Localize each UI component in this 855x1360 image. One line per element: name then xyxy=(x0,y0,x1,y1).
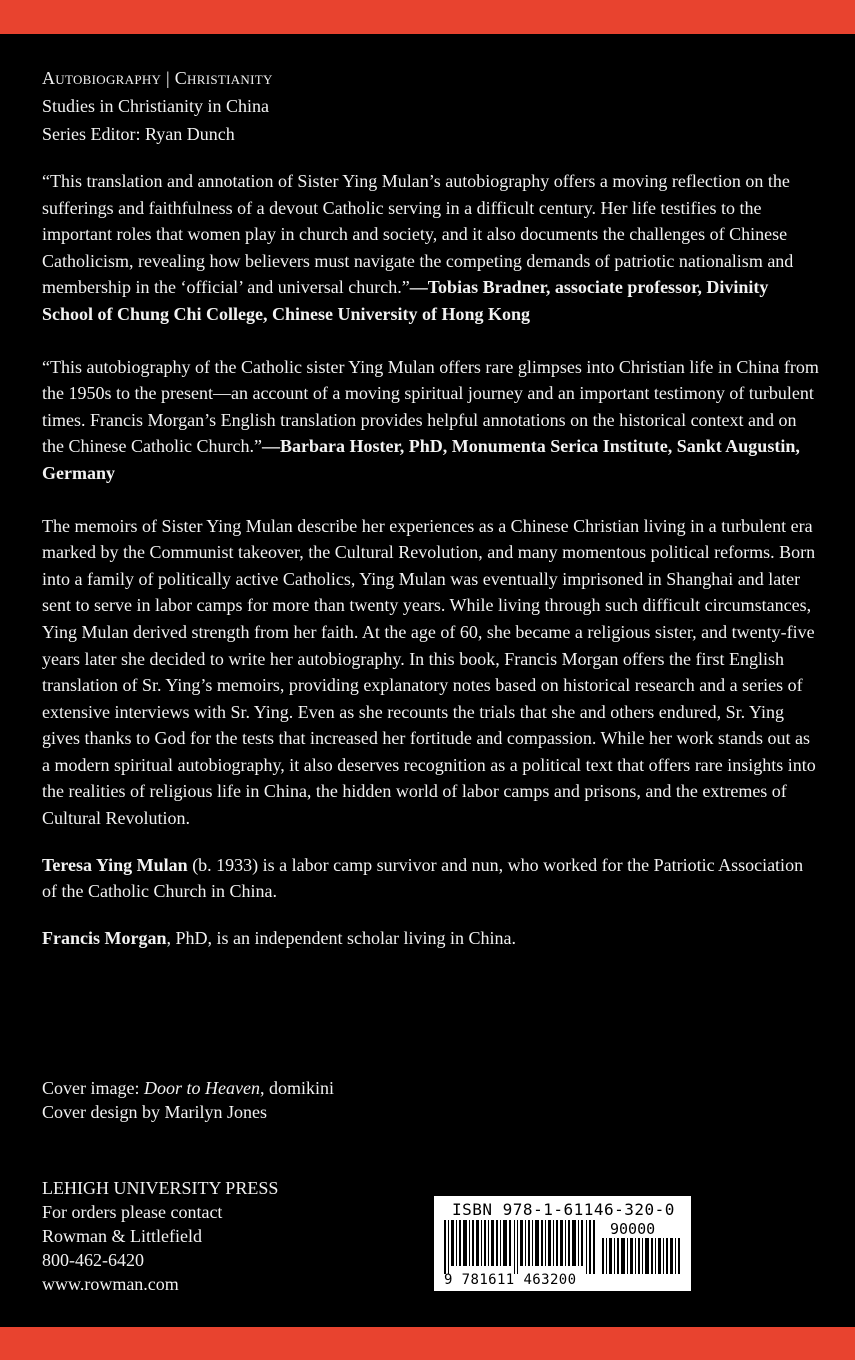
series-title: Studies in Christianity in China xyxy=(42,96,270,116)
author-bio xyxy=(42,852,822,905)
cover-image-credit: Cover image: Door to Heaven, domikini xyxy=(42,1078,334,1098)
isbn-barcode xyxy=(434,1196,691,1291)
author-name: Teresa Ying Mulan xyxy=(42,854,188,875)
cover-credits xyxy=(42,1076,334,1124)
blurb-2-quote: “This autobiography of the Catholic sister Ying Mulan offers rare glimpses into Christian life in China from the 1950s to the present—an account of a moving spiritual journey and an important testimony of turbulent times. Francis Morgan’s English translation provides helpful annotations on the historical context and on the Chinese Catholic Church.” xyxy=(42,356,819,457)
back-cover-text xyxy=(42,64,822,951)
blurb-2 xyxy=(42,354,822,487)
blurb-1 xyxy=(42,168,822,328)
blurb-2-attribution: —Barbara Hoster, PhD, Monumenta Serica Institute, Sankt Augustin, Germany xyxy=(42,436,800,483)
cover-design-credit: Cover design by Marilyn Jones xyxy=(42,1102,267,1122)
series-editor: Series Editor: Ryan Dunch xyxy=(42,124,235,144)
author-bio-text: (b. 1933) is a labor camp survivor and nun, who worked for the Patriotic Association of the Catholic Church in China. xyxy=(42,854,804,902)
phone-number: 800-462-6420 xyxy=(42,1250,144,1270)
book-description: The memoirs of Sister Ying Mulan describe her experiences as a Chinese Christian living in a turbulent era marked by the Communist takeover, the Cultural Revolution, and many momentous political reforms. Born into a family of politically active Catholics, Ying Mulan was eventually imprisoned in Shanghai and later sent to serve in labor camps for more than twenty years. While living through such difficult circumstances, Ying Mulan derived strength from her faith. At the age of 60, she became a religious sister, and twenty-five years later she decided to write her autobiography. In this book, Francis Morgan offers the first English translation of Sr. Ying’s memoirs, providing explanatory notes based on historical research and a series of extensive interviews with Sr. Ying. Even as she recounts the trials that she and others endured, Sr. Ying gives thanks to God for the tests that increased her fortitude and compassion. While her work stands out as a modern spiritual autobiography, it also deserves recognition as a political text that offers rare insights into the realities of religious life in China, the hidden world of labor camps and prisons, and the extremes of Cultural Revolution. xyxy=(42,515,816,829)
distributor-name: Rowman & Littlefield xyxy=(42,1226,202,1246)
cover-image-title: Door to Heaven xyxy=(143,1078,260,1098)
translator-bio-text: , PhD, is an independent scholar living in China. xyxy=(166,927,516,948)
isbn-label: ISBN 978-1-61146-320-0 xyxy=(452,1200,675,1219)
top-color-band xyxy=(0,0,855,34)
website-url: www.rowman.com xyxy=(42,1274,179,1294)
translator-name: Francis Morgan xyxy=(42,927,167,948)
publisher-block xyxy=(42,1176,278,1296)
blurb-1-attribution: —Tobias Bradner, associate professor, Divinity School of Chung Chi College, Chinese University of Hong Kong xyxy=(42,277,769,324)
translator-bio xyxy=(42,925,822,952)
orders-line: For orders please contact xyxy=(42,1202,223,1222)
price-addon: 90000 xyxy=(610,1220,656,1238)
bottom-color-band xyxy=(0,1327,855,1360)
publisher-name: LEHIGH UNIVERSITY PRESS xyxy=(42,1178,279,1198)
addon-bars-icon xyxy=(602,1238,682,1274)
barcode-digits: 9 781611 463200 xyxy=(444,1272,577,1288)
category-line: Autobiography | Christianity xyxy=(42,68,273,88)
blurb-1-quote: “This translation and annotation of Sister Ying Mulan’s autobiography offers a moving reflection on the sufferings and faithfulness of a devout Catholic serving in a difficult century. Her life testifies to the important roles that women play in church and society, and it also documents the challenges of Chinese Catholicism, revealing how believers must navigate the competing demands of patriotic nationalism and membership in the ‘official’ and universal church.” xyxy=(42,171,794,298)
barcode-bars-icon xyxy=(444,1220,596,1274)
